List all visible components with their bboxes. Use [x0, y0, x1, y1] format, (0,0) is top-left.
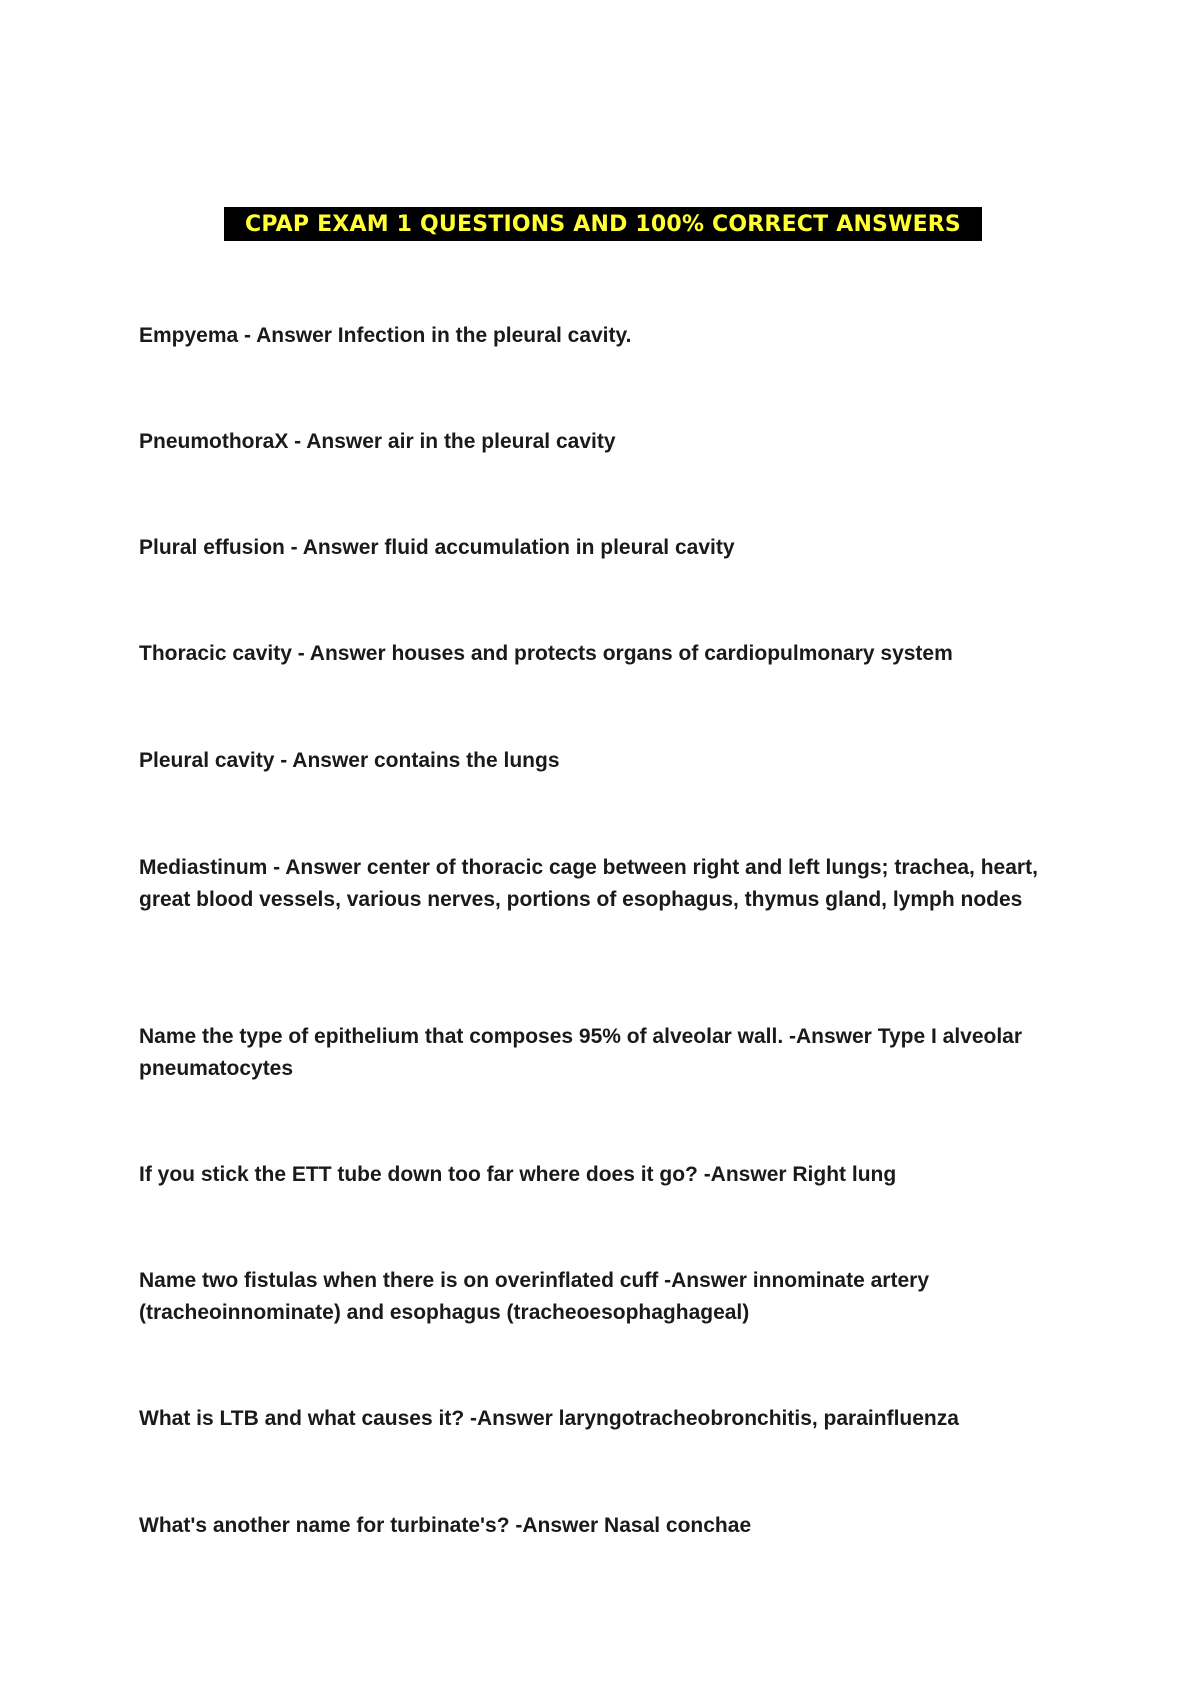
- qa-entry: Name two fistulas when there is on overinflated cuff -Answer innominate artery (tracheoinnominate) and esophagus (tracheoesophaghageal): [139, 1269, 929, 1324]
- qa-entry: Plural effusion - Answer fluid accumulation in pleural cavity: [139, 536, 735, 559]
- qa-entry: Mediastinum - Answer center of thoracic cage between right and left lungs; trachea, heart, great blood vessels, various nerves, portions of esophagus, thymus gland, lymph nodes: [139, 856, 1038, 911]
- qa-entry: Pleural cavity - Answer contains the lungs: [139, 749, 560, 772]
- qa-entry: Name the type of epithelium that composes 95% of alveolar wall. -Answer Type I alveolar pneumatocytes: [139, 1025, 1023, 1080]
- title-banner: [224, 207, 982, 241]
- qa-entry: Empyema - Answer Infection in the pleural cavity.: [139, 324, 632, 347]
- qa-entry: If you stick the ETT tube down too far where does it go? -Answer Right lung: [139, 1163, 897, 1186]
- qa-entry: What's another name for turbinate's? -Answer Nasal conchae: [139, 1514, 752, 1537]
- qa-entry: PneumothoraX - Answer air in the pleural cavity: [139, 430, 616, 453]
- qa-entry: What is LTB and what causes it? -Answer laryngotracheobronchitis, parainfluenza: [139, 1407, 959, 1430]
- qa-entry: Thoracic cavity - Answer houses and protects organs of cardiopulmonary system: [139, 642, 953, 665]
- document-title: CPAP EXAM 1 QUESTIONS AND 100% CORRECT ANSWERS: [245, 211, 961, 237]
